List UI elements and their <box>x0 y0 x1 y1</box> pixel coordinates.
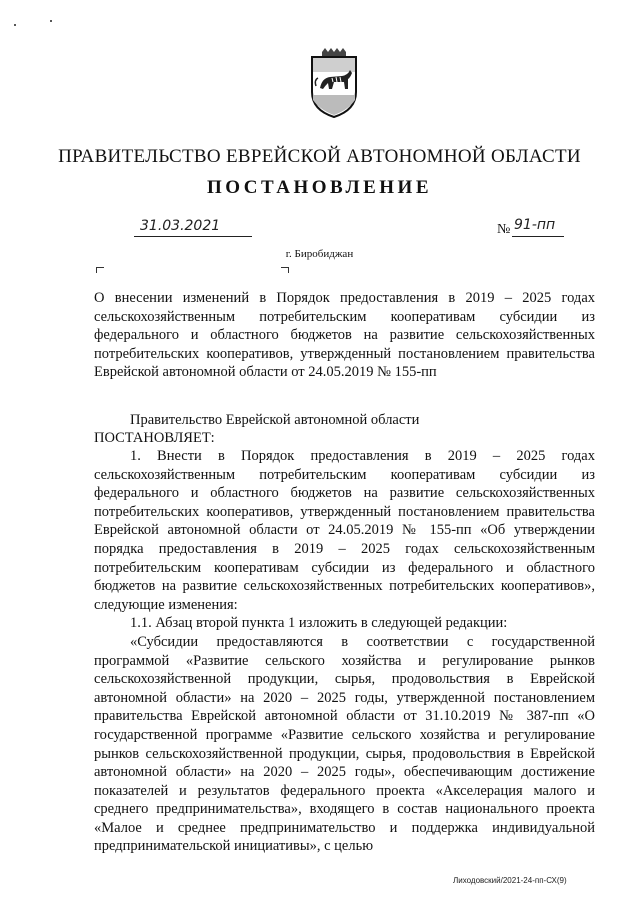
date-underline <box>134 236 252 237</box>
item-1-1: 1.1. Абзац второй пункта 1 изложить в следующей редакции: <box>130 615 508 632</box>
document-date: 31.03.2021 <box>140 218 221 234</box>
scan-speck <box>50 20 52 22</box>
scan-speck <box>14 24 16 26</box>
government-title: ПРАВИТЕЛЬСТВО ЕВРЕЙСКОЙ АВТОНОМНОЙ ОБЛАСТИ <box>58 146 581 167</box>
number-label: № <box>497 222 511 237</box>
footer-code: Лиходовский/2021-24-пп-СХ(9) <box>453 876 567 885</box>
document-subject: О внесении изменений в Порядок предоставления в 2019 – 2025 годах сельскохозяйственным потребительским кооперативам субсидии из федерального и областного бюджетов на развитие сельскохозяйственных потребительских кооперативов, утвержденный постановлением правительства Еврейской автономной области от 24.05.2019 № 155-пп <box>94 290 595 381</box>
subject-bracket-right <box>281 267 289 273</box>
number-underline <box>512 236 564 237</box>
preamble-postanovlyaet: ПОСТАНОВЛЯЕТ: <box>94 430 215 446</box>
document-number: 91-пп <box>514 217 556 233</box>
coat-of-arms-tiger-icon <box>308 48 360 118</box>
quoted-text: «Субсидии предоставляются в соответствии с государственной программой «Развитие сельского хозяйства и регулирование рынков сельскохозяйственной продукции, сырья, продовольствия в Еврейской автономной области» на 2020 – 2025 годы, утвержденной постановлением правительства Еврейской автономной области от 31.10.2019 № 387-пп «О государственной программе «Развитие сельского хозяйства и регулирование рынков сельскохозяйственной продукции, сырья, продовольствия в Еврейской автономной области» на 2020 – 2025 годы», обеспечивающим достижение показателей и результатов федерального проекта «Акселерация малого и среднего предпринимательства», входящего в состав национального проекта «Малое и среднее предпринимательство и поддержка индивидуальной предпринимательской инициативы», с целью <box>94 633 595 855</box>
preamble-government: Правительство Еврейской автономной области <box>130 412 420 428</box>
subject-bracket-left <box>96 267 104 273</box>
item-1: 1. Внести в Порядок предоставления в 2019 – 2025 годах сельскохозяйственным потребительским кооперативам субсидии из федерального и областного бюджетов на развитие сельскохозяйственных потребительских кооперативов, утвержденный постановлением правительства Еврейской автономной области от 24.05.2019 № 155-пп «Об утверждении порядка предоставления в 2019 – 2025 годах сельскохозяйственным потребительским кооперативам субсидии из федерального и областного бюджетов на развитие сельскохозяйственных потребительских кооперативов», следующие изменения: <box>94 448 595 613</box>
city: г. Биробиджан <box>285 248 354 260</box>
document-type: ПОСТАНОВЛЕНИЕ <box>206 177 433 198</box>
document-body <box>94 447 595 856</box>
